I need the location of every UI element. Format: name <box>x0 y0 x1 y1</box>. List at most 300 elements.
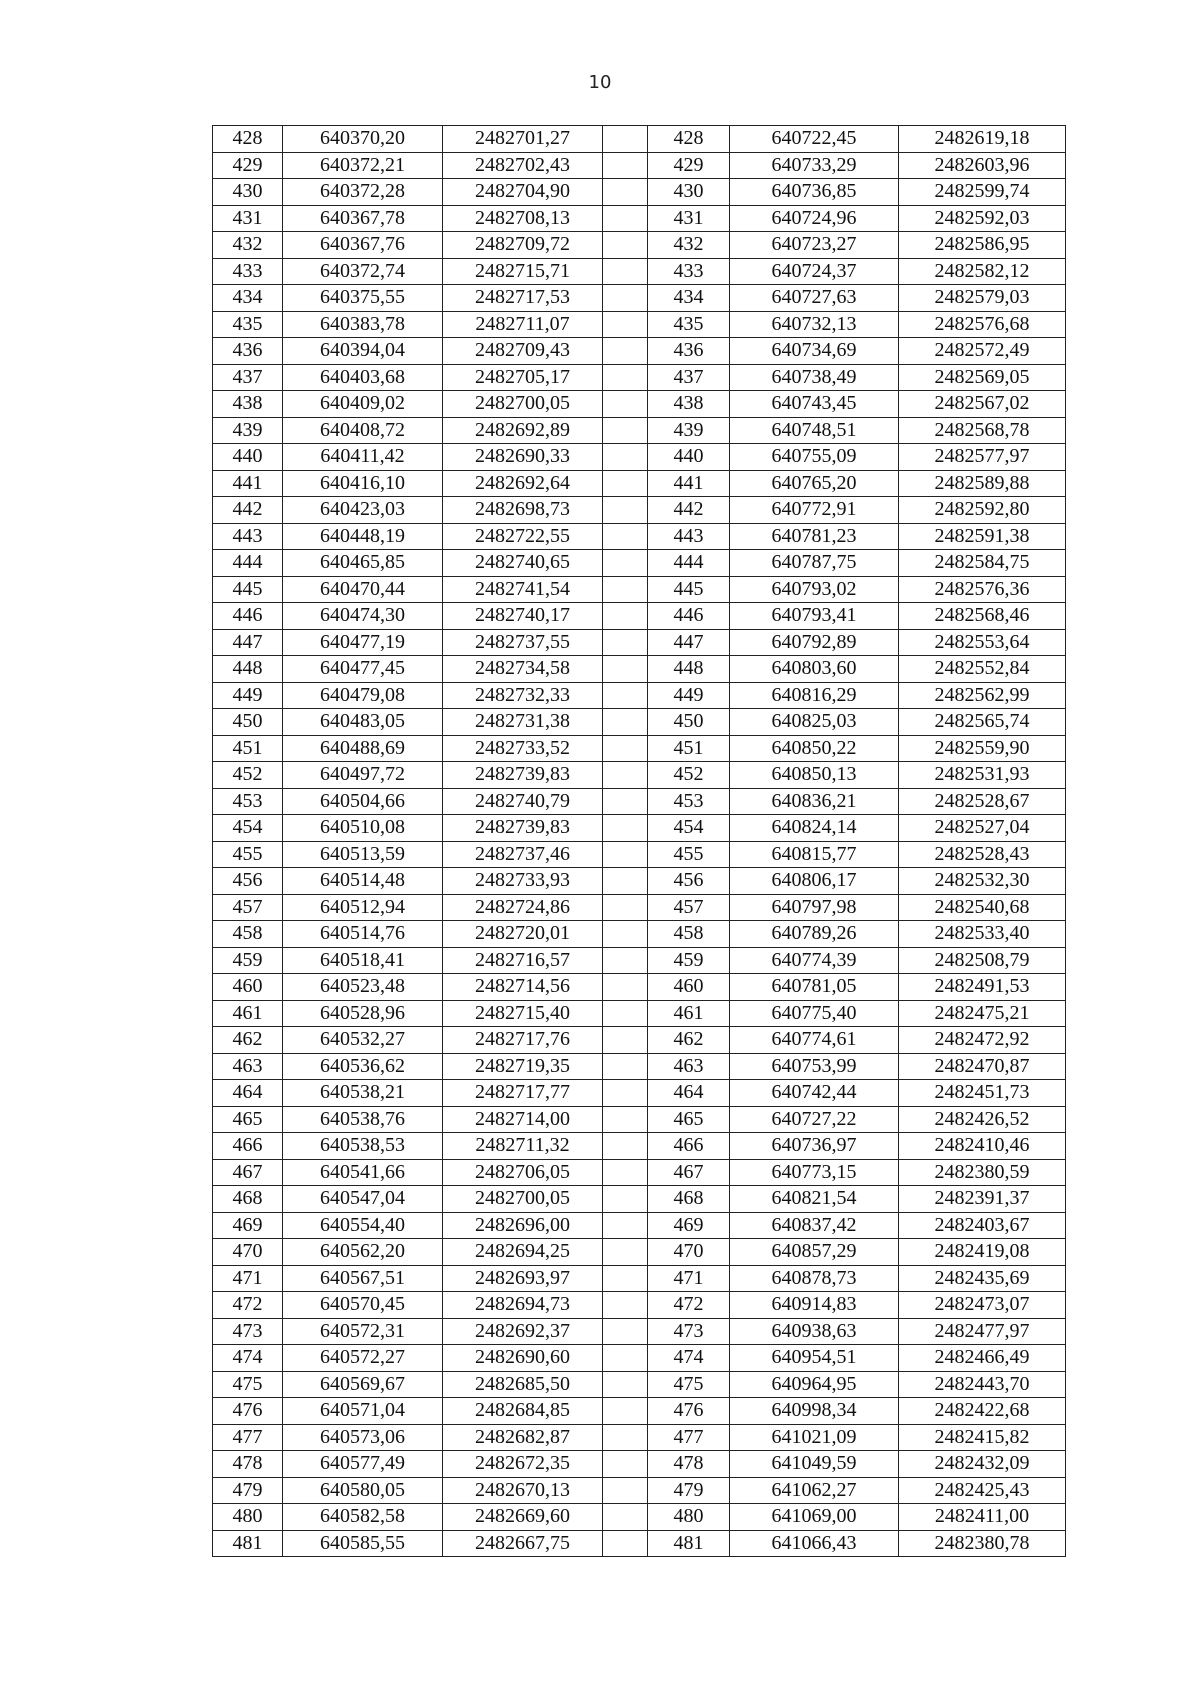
y-coordinate-cell: 2482599,74 <box>899 179 1066 206</box>
y-coordinate-cell: 2482592,03 <box>899 205 1066 232</box>
y-coordinate-cell: 2482425,43 <box>899 1477 1066 1504</box>
y-coordinate-cell: 2482711,07 <box>443 311 603 338</box>
point-number-cell: 466 <box>648 1133 730 1160</box>
y-coordinate-cell: 2482432,09 <box>899 1451 1066 1478</box>
y-coordinate-cell: 2482508,79 <box>899 947 1066 974</box>
point-number-cell: 446 <box>213 603 283 630</box>
point-number-cell: 463 <box>213 1053 283 1080</box>
table-row <box>213 1212 1066 1239</box>
y-coordinate-cell: 2482579,03 <box>899 285 1066 312</box>
point-number-cell: 464 <box>213 1080 283 1107</box>
x-coordinate-cell: 640806,17 <box>730 868 899 895</box>
x-coordinate-cell: 640554,40 <box>283 1212 443 1239</box>
y-coordinate-cell: 2482528,67 <box>899 788 1066 815</box>
table-row <box>213 629 1066 656</box>
spacer-cell <box>603 921 648 948</box>
point-number-cell: 467 <box>213 1159 283 1186</box>
x-coordinate-cell: 640722,45 <box>730 126 899 153</box>
y-coordinate-cell: 2482528,43 <box>899 841 1066 868</box>
point-number-cell: 438 <box>213 391 283 418</box>
x-coordinate-cell: 640512,94 <box>283 894 443 921</box>
point-number-cell: 445 <box>648 576 730 603</box>
y-coordinate-cell: 2482422,68 <box>899 1398 1066 1425</box>
x-coordinate-cell: 640734,69 <box>730 338 899 365</box>
y-coordinate-cell: 2482619,18 <box>899 126 1066 153</box>
point-number-cell: 476 <box>648 1398 730 1425</box>
x-coordinate-cell: 640465,85 <box>283 550 443 577</box>
y-coordinate-cell: 2482709,72 <box>443 232 603 259</box>
x-coordinate-cell: 640773,15 <box>730 1159 899 1186</box>
spacer-cell <box>603 841 648 868</box>
x-coordinate-cell: 640474,30 <box>283 603 443 630</box>
table-row <box>213 762 1066 789</box>
point-number-cell: 479 <box>213 1477 283 1504</box>
x-coordinate-cell: 640370,20 <box>283 126 443 153</box>
table-row <box>213 921 1066 948</box>
point-number-cell: 452 <box>648 762 730 789</box>
point-number-cell: 431 <box>213 205 283 232</box>
spacer-cell <box>603 1345 648 1372</box>
table-row <box>213 735 1066 762</box>
coordinates-table <box>212 125 1066 1557</box>
x-coordinate-cell: 640573,06 <box>283 1424 443 1451</box>
y-coordinate-cell: 2482568,46 <box>899 603 1066 630</box>
y-coordinate-cell: 2482565,74 <box>899 709 1066 736</box>
spacer-cell <box>603 1106 648 1133</box>
spacer-cell <box>603 629 648 656</box>
point-number-cell: 477 <box>213 1424 283 1451</box>
x-coordinate-cell: 640572,31 <box>283 1318 443 1345</box>
x-coordinate-cell: 640792,89 <box>730 629 899 656</box>
y-coordinate-cell: 2482391,37 <box>899 1186 1066 1213</box>
point-number-cell: 435 <box>213 311 283 338</box>
table-row <box>213 152 1066 179</box>
y-coordinate-cell: 2482685,50 <box>443 1371 603 1398</box>
point-number-cell: 436 <box>648 338 730 365</box>
table-row <box>213 815 1066 842</box>
x-coordinate-cell: 640772,91 <box>730 497 899 524</box>
y-coordinate-cell: 2482705,17 <box>443 364 603 391</box>
table-row <box>213 1318 1066 1345</box>
spacer-cell <box>603 1530 648 1557</box>
point-number-cell: 478 <box>648 1451 730 1478</box>
spacer-cell <box>603 1212 648 1239</box>
spacer-cell <box>603 682 648 709</box>
y-coordinate-cell: 2482698,73 <box>443 497 603 524</box>
spacer-cell <box>603 735 648 762</box>
spacer-cell <box>603 497 648 524</box>
table-row <box>213 364 1066 391</box>
point-number-cell: 462 <box>213 1027 283 1054</box>
x-coordinate-cell: 640538,53 <box>283 1133 443 1160</box>
point-number-cell: 480 <box>648 1504 730 1531</box>
x-coordinate-cell: 640416,10 <box>283 470 443 497</box>
y-coordinate-cell: 2482533,40 <box>899 921 1066 948</box>
y-coordinate-cell: 2482589,88 <box>899 470 1066 497</box>
y-coordinate-cell: 2482737,46 <box>443 841 603 868</box>
x-coordinate-cell: 640582,58 <box>283 1504 443 1531</box>
point-number-cell: 448 <box>648 656 730 683</box>
y-coordinate-cell: 2482473,07 <box>899 1292 1066 1319</box>
y-coordinate-cell: 2482734,58 <box>443 656 603 683</box>
point-number-cell: 454 <box>648 815 730 842</box>
x-coordinate-cell: 640816,29 <box>730 682 899 709</box>
spacer-cell <box>603 470 648 497</box>
y-coordinate-cell: 2482715,71 <box>443 258 603 285</box>
x-coordinate-cell: 640367,78 <box>283 205 443 232</box>
point-number-cell: 444 <box>648 550 730 577</box>
point-number-cell: 456 <box>213 868 283 895</box>
point-number-cell: 475 <box>213 1371 283 1398</box>
x-coordinate-cell: 640571,04 <box>283 1398 443 1425</box>
spacer-cell <box>603 311 648 338</box>
y-coordinate-cell: 2482540,68 <box>899 894 1066 921</box>
y-coordinate-cell: 2482477,97 <box>899 1318 1066 1345</box>
y-coordinate-cell: 2482717,77 <box>443 1080 603 1107</box>
x-coordinate-cell: 641066,43 <box>730 1530 899 1557</box>
table-row <box>213 311 1066 338</box>
y-coordinate-cell: 2482559,90 <box>899 735 1066 762</box>
y-coordinate-cell: 2482733,52 <box>443 735 603 762</box>
y-coordinate-cell: 2482709,43 <box>443 338 603 365</box>
spacer-cell <box>603 1080 648 1107</box>
point-number-cell: 432 <box>213 232 283 259</box>
point-number-cell: 454 <box>213 815 283 842</box>
y-coordinate-cell: 2482576,68 <box>899 311 1066 338</box>
x-coordinate-cell: 640743,45 <box>730 391 899 418</box>
y-coordinate-cell: 2482740,79 <box>443 788 603 815</box>
x-coordinate-cell: 640372,28 <box>283 179 443 206</box>
point-number-cell: 437 <box>213 364 283 391</box>
x-coordinate-cell: 640727,22 <box>730 1106 899 1133</box>
x-coordinate-cell: 640383,78 <box>283 311 443 338</box>
y-coordinate-cell: 2482531,93 <box>899 762 1066 789</box>
point-number-cell: 428 <box>648 126 730 153</box>
spacer-cell <box>603 550 648 577</box>
point-number-cell: 449 <box>648 682 730 709</box>
x-coordinate-cell: 641062,27 <box>730 1477 899 1504</box>
point-number-cell: 481 <box>213 1530 283 1557</box>
y-coordinate-cell: 2482692,89 <box>443 417 603 444</box>
y-coordinate-cell: 2482435,69 <box>899 1265 1066 1292</box>
x-coordinate-cell: 640580,05 <box>283 1477 443 1504</box>
point-number-cell: 468 <box>213 1186 283 1213</box>
table-row <box>213 417 1066 444</box>
table-row <box>213 1451 1066 1478</box>
x-coordinate-cell: 641021,09 <box>730 1424 899 1451</box>
y-coordinate-cell: 2482694,25 <box>443 1239 603 1266</box>
point-number-cell: 444 <box>213 550 283 577</box>
y-coordinate-cell: 2482475,21 <box>899 1000 1066 1027</box>
point-number-cell: 451 <box>648 735 730 762</box>
spacer-cell <box>603 762 648 789</box>
spacer-cell <box>603 1027 648 1054</box>
y-coordinate-cell: 2482737,55 <box>443 629 603 656</box>
x-coordinate-cell: 640375,55 <box>283 285 443 312</box>
point-number-cell: 472 <box>213 1292 283 1319</box>
x-coordinate-cell: 640815,77 <box>730 841 899 868</box>
y-coordinate-cell: 2482731,38 <box>443 709 603 736</box>
y-coordinate-cell: 2482732,33 <box>443 682 603 709</box>
point-number-cell: 463 <box>648 1053 730 1080</box>
x-coordinate-cell: 640789,26 <box>730 921 899 948</box>
x-coordinate-cell: 640732,13 <box>730 311 899 338</box>
spacer-cell <box>603 1265 648 1292</box>
point-number-cell: 462 <box>648 1027 730 1054</box>
table-row <box>213 523 1066 550</box>
spacer-cell <box>603 258 648 285</box>
table-row <box>213 1080 1066 1107</box>
y-coordinate-cell: 2482700,05 <box>443 1186 603 1213</box>
y-coordinate-cell: 2482410,46 <box>899 1133 1066 1160</box>
coordinates-table-body <box>213 126 1066 1557</box>
x-coordinate-cell: 640483,05 <box>283 709 443 736</box>
point-number-cell: 450 <box>213 709 283 736</box>
point-number-cell: 465 <box>648 1106 730 1133</box>
spacer-cell <box>603 576 648 603</box>
y-coordinate-cell: 2482591,38 <box>899 523 1066 550</box>
spacer-cell <box>603 285 648 312</box>
y-coordinate-cell: 2482552,84 <box>899 656 1066 683</box>
table-row <box>213 1027 1066 1054</box>
spacer-cell <box>603 152 648 179</box>
x-coordinate-cell: 640753,99 <box>730 1053 899 1080</box>
x-coordinate-cell: 640403,68 <box>283 364 443 391</box>
point-number-cell: 436 <box>213 338 283 365</box>
point-number-cell: 441 <box>213 470 283 497</box>
table-row <box>213 656 1066 683</box>
spacer-cell <box>603 947 648 974</box>
x-coordinate-cell: 640528,96 <box>283 1000 443 1027</box>
point-number-cell: 431 <box>648 205 730 232</box>
point-number-cell: 440 <box>648 444 730 471</box>
point-number-cell: 447 <box>213 629 283 656</box>
spacer-cell <box>603 1186 648 1213</box>
x-coordinate-cell: 640514,76 <box>283 921 443 948</box>
x-coordinate-cell: 640857,29 <box>730 1239 899 1266</box>
x-coordinate-cell: 640824,14 <box>730 815 899 842</box>
y-coordinate-cell: 2482472,92 <box>899 1027 1066 1054</box>
point-number-cell: 461 <box>213 1000 283 1027</box>
y-coordinate-cell: 2482733,93 <box>443 868 603 895</box>
y-coordinate-cell: 2482415,82 <box>899 1424 1066 1451</box>
y-coordinate-cell: 2482692,64 <box>443 470 603 497</box>
x-coordinate-cell: 640411,42 <box>283 444 443 471</box>
y-coordinate-cell: 2482717,53 <box>443 285 603 312</box>
point-number-cell: 481 <box>648 1530 730 1557</box>
y-coordinate-cell: 2482716,57 <box>443 947 603 974</box>
table-row <box>213 788 1066 815</box>
table-row <box>213 232 1066 259</box>
table-row <box>213 1106 1066 1133</box>
point-number-cell: 459 <box>213 947 283 974</box>
y-coordinate-cell: 2482403,67 <box>899 1212 1066 1239</box>
spacer-cell <box>603 1318 648 1345</box>
point-number-cell: 449 <box>213 682 283 709</box>
y-coordinate-cell: 2482451,73 <box>899 1080 1066 1107</box>
x-coordinate-cell: 640562,20 <box>283 1239 443 1266</box>
x-coordinate-cell: 640409,02 <box>283 391 443 418</box>
point-number-cell: 475 <box>648 1371 730 1398</box>
y-coordinate-cell: 2482714,56 <box>443 974 603 1001</box>
y-coordinate-cell: 2482411,00 <box>899 1504 1066 1531</box>
y-coordinate-cell: 2482720,01 <box>443 921 603 948</box>
table-row <box>213 974 1066 1001</box>
table-row <box>213 576 1066 603</box>
x-coordinate-cell: 640775,40 <box>730 1000 899 1027</box>
x-coordinate-cell: 640479,08 <box>283 682 443 709</box>
point-number-cell: 460 <box>213 974 283 1001</box>
spacer-cell <box>603 1292 648 1319</box>
table-row <box>213 1186 1066 1213</box>
table-row <box>213 470 1066 497</box>
y-coordinate-cell: 2482672,35 <box>443 1451 603 1478</box>
y-coordinate-cell: 2482532,30 <box>899 868 1066 895</box>
spacer-cell <box>603 656 648 683</box>
point-number-cell: 434 <box>648 285 730 312</box>
point-number-cell: 442 <box>213 497 283 524</box>
table-row <box>213 1053 1066 1080</box>
y-coordinate-cell: 2482701,27 <box>443 126 603 153</box>
x-coordinate-cell: 640774,61 <box>730 1027 899 1054</box>
point-number-cell: 460 <box>648 974 730 1001</box>
point-number-cell: 445 <box>213 576 283 603</box>
point-number-cell: 443 <box>213 523 283 550</box>
point-number-cell: 435 <box>648 311 730 338</box>
spacer-cell <box>603 788 648 815</box>
y-coordinate-cell: 2482572,49 <box>899 338 1066 365</box>
point-number-cell: 443 <box>648 523 730 550</box>
table-row <box>213 205 1066 232</box>
x-coordinate-cell: 640367,76 <box>283 232 443 259</box>
x-coordinate-cell: 640825,03 <box>730 709 899 736</box>
x-coordinate-cell: 640538,76 <box>283 1106 443 1133</box>
point-number-cell: 459 <box>648 947 730 974</box>
x-coordinate-cell: 640738,49 <box>730 364 899 391</box>
point-number-cell: 448 <box>213 656 283 683</box>
point-number-cell: 439 <box>213 417 283 444</box>
point-number-cell: 468 <box>648 1186 730 1213</box>
point-number-cell: 477 <box>648 1424 730 1451</box>
table-row <box>213 682 1066 709</box>
table-row <box>213 338 1066 365</box>
point-number-cell: 433 <box>213 258 283 285</box>
x-coordinate-cell: 640836,21 <box>730 788 899 815</box>
point-number-cell: 469 <box>213 1212 283 1239</box>
y-coordinate-cell: 2482724,86 <box>443 894 603 921</box>
point-number-cell: 446 <box>648 603 730 630</box>
point-number-cell: 471 <box>648 1265 730 1292</box>
y-coordinate-cell: 2482693,97 <box>443 1265 603 1292</box>
y-coordinate-cell: 2482380,59 <box>899 1159 1066 1186</box>
x-coordinate-cell: 640998,34 <box>730 1398 899 1425</box>
x-coordinate-cell: 640570,45 <box>283 1292 443 1319</box>
spacer-cell <box>603 126 648 153</box>
y-coordinate-cell: 2482740,65 <box>443 550 603 577</box>
x-coordinate-cell: 640724,96 <box>730 205 899 232</box>
table-row <box>213 497 1066 524</box>
table-row <box>213 947 1066 974</box>
y-coordinate-cell: 2482466,49 <box>899 1345 1066 1372</box>
point-number-cell: 474 <box>648 1345 730 1372</box>
spacer-cell <box>603 179 648 206</box>
spacer-cell <box>603 523 648 550</box>
x-coordinate-cell: 640850,13 <box>730 762 899 789</box>
x-coordinate-cell: 640727,63 <box>730 285 899 312</box>
y-coordinate-cell: 2482682,87 <box>443 1424 603 1451</box>
x-coordinate-cell: 640567,51 <box>283 1265 443 1292</box>
table-row <box>213 1398 1066 1425</box>
spacer-cell <box>603 709 648 736</box>
y-coordinate-cell: 2482592,80 <box>899 497 1066 524</box>
y-coordinate-cell: 2482740,17 <box>443 603 603 630</box>
y-coordinate-cell: 2482739,83 <box>443 815 603 842</box>
spacer-cell <box>603 1239 648 1266</box>
y-coordinate-cell: 2482704,90 <box>443 179 603 206</box>
y-coordinate-cell: 2482553,64 <box>899 629 1066 656</box>
table-row <box>213 258 1066 285</box>
y-coordinate-cell: 2482586,95 <box>899 232 1066 259</box>
y-coordinate-cell: 2482426,52 <box>899 1106 1066 1133</box>
y-coordinate-cell: 2482696,00 <box>443 1212 603 1239</box>
point-number-cell: 438 <box>648 391 730 418</box>
y-coordinate-cell: 2482692,37 <box>443 1318 603 1345</box>
y-coordinate-cell: 2482711,32 <box>443 1133 603 1160</box>
spacer-cell <box>603 815 648 842</box>
point-number-cell: 441 <box>648 470 730 497</box>
x-coordinate-cell: 640470,44 <box>283 576 443 603</box>
y-coordinate-cell: 2482706,05 <box>443 1159 603 1186</box>
x-coordinate-cell: 641049,59 <box>730 1451 899 1478</box>
x-coordinate-cell: 640793,41 <box>730 603 899 630</box>
point-number-cell: 440 <box>213 444 283 471</box>
x-coordinate-cell: 640797,98 <box>730 894 899 921</box>
x-coordinate-cell: 640755,09 <box>730 444 899 471</box>
point-number-cell: 430 <box>648 179 730 206</box>
y-coordinate-cell: 2482667,75 <box>443 1530 603 1557</box>
x-coordinate-cell: 640837,42 <box>730 1212 899 1239</box>
x-coordinate-cell: 641069,00 <box>730 1504 899 1531</box>
point-number-cell: 467 <box>648 1159 730 1186</box>
spacer-cell <box>603 1159 648 1186</box>
y-coordinate-cell: 2482684,85 <box>443 1398 603 1425</box>
point-number-cell: 479 <box>648 1477 730 1504</box>
x-coordinate-cell: 640742,44 <box>730 1080 899 1107</box>
table-row <box>213 1345 1066 1372</box>
y-coordinate-cell: 2482694,73 <box>443 1292 603 1319</box>
point-number-cell: 465 <box>213 1106 283 1133</box>
y-coordinate-cell: 2482380,78 <box>899 1530 1066 1557</box>
x-coordinate-cell: 640541,66 <box>283 1159 443 1186</box>
x-coordinate-cell: 640572,27 <box>283 1345 443 1372</box>
page-number: 10 <box>588 72 612 93</box>
y-coordinate-cell: 2482690,60 <box>443 1345 603 1372</box>
spacer-cell <box>603 1133 648 1160</box>
table-row <box>213 1000 1066 1027</box>
spacer-cell <box>603 1371 648 1398</box>
table-row <box>213 1504 1066 1531</box>
table-row <box>213 550 1066 577</box>
x-coordinate-cell: 640821,54 <box>730 1186 899 1213</box>
spacer-cell <box>603 232 648 259</box>
x-coordinate-cell: 640547,04 <box>283 1186 443 1213</box>
table-row <box>213 1133 1066 1160</box>
point-number-cell: 457 <box>213 894 283 921</box>
point-number-cell: 470 <box>648 1239 730 1266</box>
x-coordinate-cell: 640504,66 <box>283 788 443 815</box>
table-row <box>213 1371 1066 1398</box>
y-coordinate-cell: 2482568,78 <box>899 417 1066 444</box>
